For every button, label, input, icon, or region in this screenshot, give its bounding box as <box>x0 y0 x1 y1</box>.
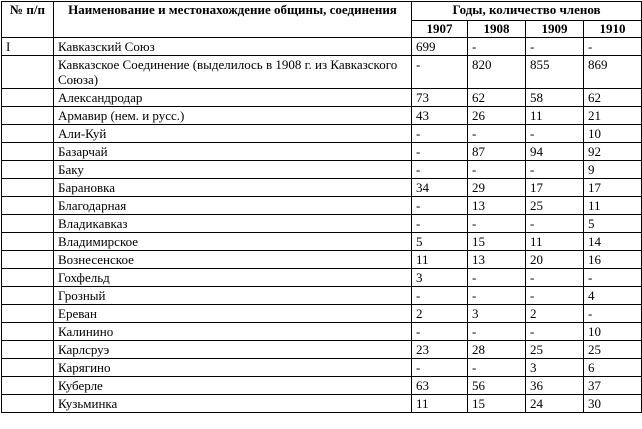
row-index <box>2 107 54 125</box>
table-row <box>2 38 642 56</box>
header-year-1909: 1909 <box>526 21 584 38</box>
row-value-1909: 855 <box>526 56 584 89</box>
table-row <box>2 377 642 395</box>
row-name: Кавказский Союз <box>54 38 412 56</box>
row-value-1908: - <box>468 215 526 233</box>
row-value-1908: 29 <box>468 179 526 197</box>
row-name: Грозный <box>54 287 412 305</box>
row-name: Карягино <box>54 359 412 377</box>
row-index <box>2 143 54 161</box>
row-value-1909: 25 <box>526 341 584 359</box>
table-row <box>2 323 642 341</box>
table-row <box>2 287 642 305</box>
row-value-1910: 25 <box>584 341 642 359</box>
row-value-1909: 11 <box>526 233 584 251</box>
table-row <box>2 179 642 197</box>
row-value-1910: 6 <box>584 359 642 377</box>
row-value-1910: 14 <box>584 233 642 251</box>
row-value-1908: - <box>468 161 526 179</box>
row-name: Благодарная <box>54 197 412 215</box>
row-value-1908: - <box>468 38 526 56</box>
row-name: Владикавказ <box>54 215 412 233</box>
row-value-1909: - <box>526 287 584 305</box>
row-index <box>2 395 54 413</box>
row-index <box>2 359 54 377</box>
row-value-1907: 43 <box>412 107 468 125</box>
row-value-1907: 699 <box>412 38 468 56</box>
row-index <box>2 125 54 143</box>
row-value-1909: 58 <box>526 89 584 107</box>
row-index <box>2 233 54 251</box>
row-index <box>2 56 54 89</box>
row-value-1908: 87 <box>468 143 526 161</box>
row-name: Кавказское Соединение (выделилось в 1908 г. из Кавказского Союза) <box>54 56 412 89</box>
row-value-1907: - <box>412 125 468 143</box>
table-row <box>2 197 642 215</box>
row-value-1909: 11 <box>526 107 584 125</box>
table-row <box>2 107 642 125</box>
row-value-1907: 73 <box>412 89 468 107</box>
row-value-1910: - <box>584 305 642 323</box>
row-value-1909: 17 <box>526 179 584 197</box>
row-name: Базарчай <box>54 143 412 161</box>
row-value-1907: - <box>412 323 468 341</box>
row-value-1908: 26 <box>468 107 526 125</box>
header-year-1910: 1910 <box>584 21 642 38</box>
table-row <box>2 269 642 287</box>
row-value-1909: 94 <box>526 143 584 161</box>
row-value-1908: 62 <box>468 89 526 107</box>
row-value-1908: 13 <box>468 251 526 269</box>
row-value-1908: - <box>468 323 526 341</box>
row-value-1908: 15 <box>468 395 526 413</box>
row-value-1907: 23 <box>412 341 468 359</box>
row-value-1908: 56 <box>468 377 526 395</box>
membership-table <box>1 1 642 413</box>
row-name: Карлсруэ <box>54 341 412 359</box>
row-value-1910: 21 <box>584 107 642 125</box>
row-value-1909: 3 <box>526 359 584 377</box>
header-name: Наименование и местонахождение общины, соединения <box>54 2 412 38</box>
row-value-1908: - <box>468 287 526 305</box>
row-index: I <box>2 38 54 56</box>
row-value-1908: 28 <box>468 341 526 359</box>
row-value-1909: 36 <box>526 377 584 395</box>
row-index <box>2 197 54 215</box>
row-value-1909: - <box>526 38 584 56</box>
row-value-1907: - <box>412 56 468 89</box>
row-value-1910: 16 <box>584 251 642 269</box>
row-value-1909: - <box>526 269 584 287</box>
row-value-1908: 13 <box>468 197 526 215</box>
row-value-1910: - <box>584 38 642 56</box>
row-value-1910: - <box>584 269 642 287</box>
row-value-1907: - <box>412 359 468 377</box>
row-value-1908: - <box>468 125 526 143</box>
header-year-1907: 1907 <box>412 21 468 38</box>
table-row <box>2 161 642 179</box>
table-row <box>2 359 642 377</box>
table-row <box>2 56 642 89</box>
row-value-1910: 869 <box>584 56 642 89</box>
row-value-1910: 9 <box>584 161 642 179</box>
table-row <box>2 125 642 143</box>
row-value-1909: - <box>526 215 584 233</box>
row-index <box>2 305 54 323</box>
row-index <box>2 341 54 359</box>
table-row <box>2 395 642 413</box>
row-name: Кузьминка <box>54 395 412 413</box>
row-value-1907: 5 <box>412 233 468 251</box>
table-row <box>2 341 642 359</box>
row-index <box>2 215 54 233</box>
row-value-1909: 25 <box>526 197 584 215</box>
row-name: Вознесенское <box>54 251 412 269</box>
row-value-1909: 20 <box>526 251 584 269</box>
row-value-1907: 3 <box>412 269 468 287</box>
header-years-title: Годы, количество членов <box>412 2 642 21</box>
row-name: Али-Куй <box>54 125 412 143</box>
row-value-1907: 63 <box>412 377 468 395</box>
row-value-1907: - <box>412 287 468 305</box>
row-value-1907: 11 <box>412 395 468 413</box>
row-value-1910: 92 <box>584 143 642 161</box>
table-row <box>2 215 642 233</box>
row-value-1908: 820 <box>468 56 526 89</box>
row-name: Куберле <box>54 377 412 395</box>
table-row <box>2 305 642 323</box>
row-name: Ереван <box>54 305 412 323</box>
row-value-1909: 2 <box>526 305 584 323</box>
row-value-1907: - <box>412 143 468 161</box>
row-value-1910: 30 <box>584 395 642 413</box>
row-value-1908: - <box>468 359 526 377</box>
row-value-1907: 11 <box>412 251 468 269</box>
row-value-1909: - <box>526 323 584 341</box>
row-index <box>2 323 54 341</box>
row-value-1910: 5 <box>584 215 642 233</box>
row-value-1908: 3 <box>468 305 526 323</box>
table-row <box>2 251 642 269</box>
row-name: Калинино <box>54 323 412 341</box>
row-value-1909: - <box>526 125 584 143</box>
table-row <box>2 233 642 251</box>
row-value-1907: - <box>412 215 468 233</box>
row-index <box>2 179 54 197</box>
row-name: Гохфельд <box>54 269 412 287</box>
row-value-1907: - <box>412 197 468 215</box>
row-value-1909: 24 <box>526 395 584 413</box>
row-value-1910: 4 <box>584 287 642 305</box>
row-index <box>2 377 54 395</box>
row-name: Баку <box>54 161 412 179</box>
row-value-1908: 15 <box>468 233 526 251</box>
row-name: Владимирское <box>54 233 412 251</box>
row-index <box>2 251 54 269</box>
row-name: Армавир (нем. и русс.) <box>54 107 412 125</box>
table-row <box>2 89 642 107</box>
row-value-1909: - <box>526 161 584 179</box>
row-value-1910: 11 <box>584 197 642 215</box>
row-value-1907: 34 <box>412 179 468 197</box>
row-value-1910: 10 <box>584 125 642 143</box>
row-index <box>2 161 54 179</box>
row-name: Александродар <box>54 89 412 107</box>
row-index <box>2 287 54 305</box>
row-value-1910: 37 <box>584 377 642 395</box>
row-value-1907: 2 <box>412 305 468 323</box>
row-name: Барановка <box>54 179 412 197</box>
row-index <box>2 89 54 107</box>
row-value-1910: 62 <box>584 89 642 107</box>
row-value-1908: - <box>468 269 526 287</box>
row-index <box>2 269 54 287</box>
row-value-1910: 17 <box>584 179 642 197</box>
table-row <box>2 143 642 161</box>
header-index: № п/п <box>2 2 54 38</box>
row-value-1907: - <box>412 161 468 179</box>
row-value-1910: 10 <box>584 323 642 341</box>
header-year-1908: 1908 <box>468 21 526 38</box>
